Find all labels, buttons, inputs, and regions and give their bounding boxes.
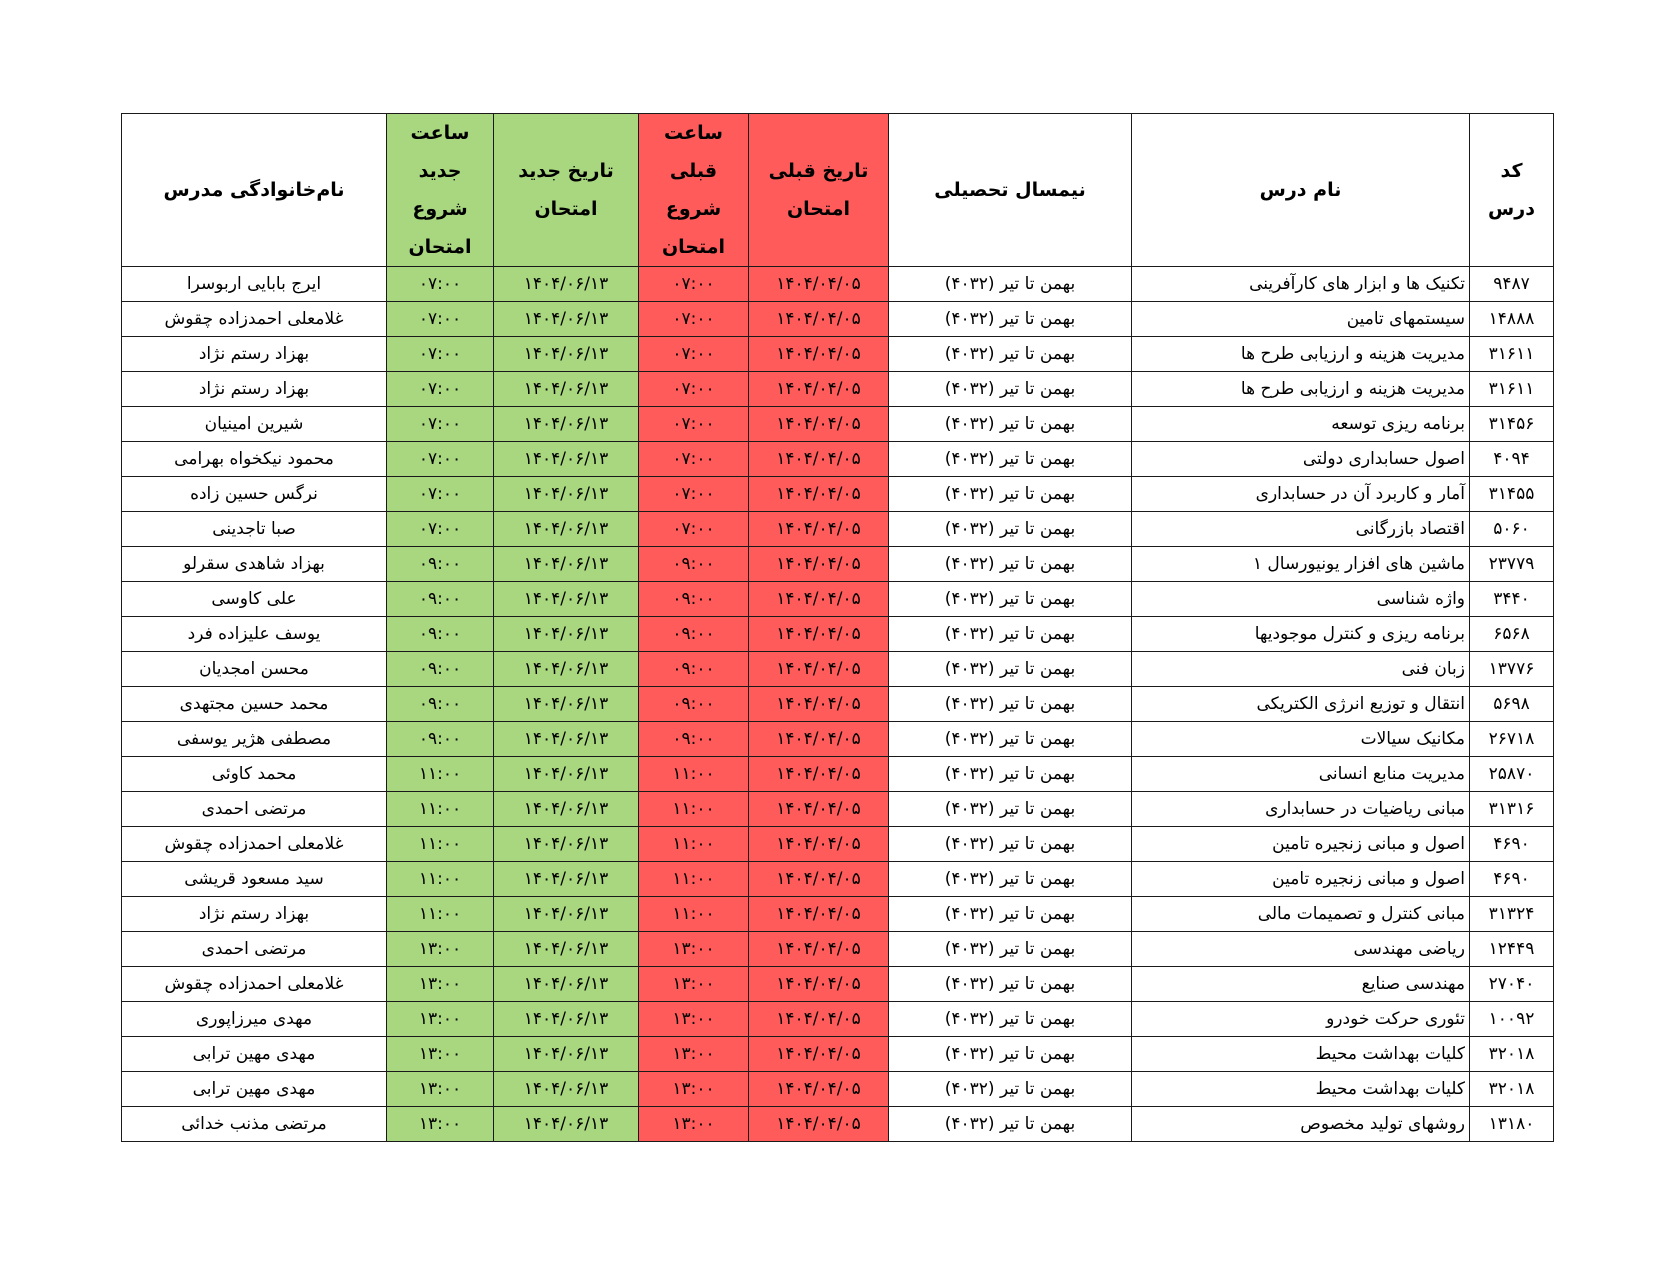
cell-new-time: ۰۷:۰۰ <box>387 407 494 442</box>
header-old-time: ساعت قبلی شروع امتحان <box>639 114 749 267</box>
table-row <box>122 757 1554 792</box>
cell-course-name: مبانی کنترل و تصمیمات مالی <box>1132 897 1470 932</box>
cell-old-time: ۱۳:۰۰ <box>639 932 749 967</box>
cell-new-date: ۱۴۰۴/۰۶/۱۳ <box>494 267 639 302</box>
cell-instructor: بهزاد رستم نژاد <box>122 897 387 932</box>
header-instructor: نام‌خانوادگی مدرس <box>122 114 387 267</box>
cell-course-name: کلیات بهداشت محیط <box>1132 1072 1470 1107</box>
cell-course-code: ۱۳۷۷۶ <box>1470 652 1554 687</box>
cell-course-code: ۳۴۴۰ <box>1470 582 1554 617</box>
cell-course-name: مکانیک سیالات <box>1132 722 1470 757</box>
cell-old-date: ۱۴۰۴/۰۴/۰۵ <box>749 1002 889 1037</box>
cell-course-name: انتقال و توزیع انرژی الکتریکی <box>1132 687 1470 722</box>
cell-course-code: ۲۶۷۱۸ <box>1470 722 1554 757</box>
cell-new-time: ۰۹:۰۰ <box>387 582 494 617</box>
cell-old-date: ۱۴۰۴/۰۴/۰۵ <box>749 1107 889 1142</box>
cell-old-time: ۰۷:۰۰ <box>639 442 749 477</box>
table-row <box>122 1072 1554 1107</box>
cell-semester: بهمن تا تیر (۴۰۳۲) <box>889 932 1132 967</box>
table-row <box>122 302 1554 337</box>
cell-course-name: اصول حسابداری دولتی <box>1132 442 1470 477</box>
cell-semester: بهمن تا تیر (۴۰۳۲) <box>889 1107 1132 1142</box>
cell-new-time: ۰۹:۰۰ <box>387 722 494 757</box>
cell-new-time: ۱۱:۰۰ <box>387 792 494 827</box>
cell-new-date: ۱۴۰۴/۰۶/۱۳ <box>494 372 639 407</box>
cell-old-time: ۰۷:۰۰ <box>639 407 749 442</box>
cell-course-name: مدیریت هزینه و ارزیابی طرح ها <box>1132 372 1470 407</box>
cell-semester: بهمن تا تیر (۴۰۳۲) <box>889 407 1132 442</box>
cell-new-date: ۱۴۰۴/۰۶/۱۳ <box>494 1037 639 1072</box>
cell-old-date: ۱۴۰۴/۰۴/۰۵ <box>749 1037 889 1072</box>
cell-new-time: ۱۳:۰۰ <box>387 932 494 967</box>
cell-instructor: محسن امجدیان <box>122 652 387 687</box>
cell-new-time: ۰۷:۰۰ <box>387 477 494 512</box>
table-body <box>122 267 1554 1142</box>
cell-semester: بهمن تا تیر (۴۰۳۲) <box>889 862 1132 897</box>
cell-instructor: مهدی میرزاپوری <box>122 1002 387 1037</box>
table-row <box>122 722 1554 757</box>
cell-instructor: علی کاوسی <box>122 582 387 617</box>
table-row <box>122 442 1554 477</box>
table-row <box>122 792 1554 827</box>
cell-new-date: ۱۴۰۴/۰۶/۱۳ <box>494 792 639 827</box>
cell-old-date: ۱۴۰۴/۰۴/۰۵ <box>749 617 889 652</box>
cell-instructor: مرتضی احمدی <box>122 932 387 967</box>
cell-course-name: ماشین های افزار یونیورسال ۱ <box>1132 547 1470 582</box>
cell-course-name: اقتصاد بازرگانی <box>1132 512 1470 547</box>
table-row <box>122 1002 1554 1037</box>
cell-semester: بهمن تا تیر (۴۰۳۲) <box>889 967 1132 1002</box>
cell-course-code: ۱۰۰۹۲ <box>1470 1002 1554 1037</box>
table-row <box>122 547 1554 582</box>
cell-old-date: ۱۴۰۴/۰۴/۰۵ <box>749 512 889 547</box>
cell-course-code: ۳۱۶۱۱ <box>1470 372 1554 407</box>
cell-course-code: ۳۱۳۲۴ <box>1470 897 1554 932</box>
cell-new-date: ۱۴۰۴/۰۶/۱۳ <box>494 1072 639 1107</box>
cell-old-date: ۱۴۰۴/۰۴/۰۵ <box>749 302 889 337</box>
cell-course-code: ۴۶۹۰ <box>1470 862 1554 897</box>
cell-new-date: ۱۴۰۴/۰۶/۱۳ <box>494 862 639 897</box>
cell-old-time: ۱۳:۰۰ <box>639 1072 749 1107</box>
cell-instructor: نرگس حسین زاده <box>122 477 387 512</box>
cell-instructor: غلامعلی احمدزاده چقوش <box>122 302 387 337</box>
cell-new-time: ۰۷:۰۰ <box>387 267 494 302</box>
cell-new-date: ۱۴۰۴/۰۶/۱۳ <box>494 1002 639 1037</box>
cell-course-name: واژه شناسی <box>1132 582 1470 617</box>
cell-new-date: ۱۴۰۴/۰۶/۱۳ <box>494 932 639 967</box>
cell-semester: بهمن تا تیر (۴۰۳۲) <box>889 477 1132 512</box>
cell-new-date: ۱۴۰۴/۰۶/۱۳ <box>494 687 639 722</box>
cell-old-date: ۱۴۰۴/۰۴/۰۵ <box>749 582 889 617</box>
cell-course-name: کلیات بهداشت محیط <box>1132 1037 1470 1072</box>
table-row <box>122 652 1554 687</box>
cell-semester: بهمن تا تیر (۴۰۳۲) <box>889 792 1132 827</box>
cell-old-date: ۱۴۰۴/۰۴/۰۵ <box>749 967 889 1002</box>
cell-instructor: بهزاد شاهدی سقرلو <box>122 547 387 582</box>
header-course-name: نام درس <box>1132 114 1470 267</box>
cell-instructor: سید مسعود قریشی <box>122 862 387 897</box>
cell-old-time: ۱۳:۰۰ <box>639 1107 749 1142</box>
table-row <box>122 617 1554 652</box>
cell-new-date: ۱۴۰۴/۰۶/۱۳ <box>494 547 639 582</box>
cell-old-date: ۱۴۰۴/۰۴/۰۵ <box>749 687 889 722</box>
cell-old-time: ۱۱:۰۰ <box>639 757 749 792</box>
cell-old-date: ۱۴۰۴/۰۴/۰۵ <box>749 442 889 477</box>
cell-course-code: ۱۲۴۴۹ <box>1470 932 1554 967</box>
table-row <box>122 827 1554 862</box>
cell-course-name: اصول و مبانی زنجیره تامین <box>1132 827 1470 862</box>
cell-new-date: ۱۴۰۴/۰۶/۱۳ <box>494 827 639 862</box>
cell-course-code: ۹۴۸۷ <box>1470 267 1554 302</box>
cell-course-name: روشهای تولید مخصوص <box>1132 1107 1470 1142</box>
cell-old-date: ۱۴۰۴/۰۴/۰۵ <box>749 652 889 687</box>
cell-course-code: ۴۶۹۰ <box>1470 827 1554 862</box>
cell-course-code: ۱۴۸۸۸ <box>1470 302 1554 337</box>
cell-new-date: ۱۴۰۴/۰۶/۱۳ <box>494 477 639 512</box>
cell-semester: بهمن تا تیر (۴۰۳۲) <box>889 1002 1132 1037</box>
cell-course-code: ۳۲۰۱۸ <box>1470 1037 1554 1072</box>
cell-new-date: ۱۴۰۴/۰۶/۱۳ <box>494 512 639 547</box>
cell-new-time: ۱۳:۰۰ <box>387 1037 494 1072</box>
cell-course-name: برنامه ریزی و کنترل موجودیها <box>1132 617 1470 652</box>
cell-old-time: ۰۷:۰۰ <box>639 477 749 512</box>
cell-old-time: ۰۷:۰۰ <box>639 372 749 407</box>
cell-instructor: مرتضی مذنب خدائی <box>122 1107 387 1142</box>
cell-new-date: ۱۴۰۴/۰۶/۱۳ <box>494 442 639 477</box>
header-semester: نیمسال تحصیلی <box>889 114 1132 267</box>
cell-old-date: ۱۴۰۴/۰۴/۰۵ <box>749 407 889 442</box>
cell-semester: بهمن تا تیر (۴۰۳۲) <box>889 722 1132 757</box>
cell-semester: بهمن تا تیر (۴۰۳۲) <box>889 687 1132 722</box>
cell-new-time: ۰۷:۰۰ <box>387 442 494 477</box>
cell-instructor: مهدی مهین ترابی <box>122 1037 387 1072</box>
cell-semester: بهمن تا تیر (۴۰۳۲) <box>889 1072 1132 1107</box>
cell-instructor: ایرج بابایی اربوسرا <box>122 267 387 302</box>
cell-old-time: ۰۹:۰۰ <box>639 687 749 722</box>
cell-old-date: ۱۴۰۴/۰۴/۰۵ <box>749 827 889 862</box>
cell-semester: بهمن تا تیر (۴۰۳۲) <box>889 582 1132 617</box>
cell-old-time: ۰۹:۰۰ <box>639 547 749 582</box>
cell-semester: بهمن تا تیر (۴۰۳۲) <box>889 617 1132 652</box>
cell-new-time: ۰۹:۰۰ <box>387 617 494 652</box>
header-new-date: تاریخ جدید امتحان <box>494 114 639 267</box>
cell-new-time: ۱۱:۰۰ <box>387 897 494 932</box>
cell-semester: بهمن تا تیر (۴۰۳۲) <box>889 827 1132 862</box>
cell-old-date: ۱۴۰۴/۰۴/۰۵ <box>749 862 889 897</box>
cell-instructor: محمد حسین مجتهدی <box>122 687 387 722</box>
cell-old-time: ۰۷:۰۰ <box>639 512 749 547</box>
cell-old-time: ۱۱:۰۰ <box>639 862 749 897</box>
cell-course-code: ۲۷۰۴۰ <box>1470 967 1554 1002</box>
cell-course-code: ۱۳۱۸۰ <box>1470 1107 1554 1142</box>
cell-course-name: زبان فنی <box>1132 652 1470 687</box>
table-row <box>122 687 1554 722</box>
cell-old-time: ۰۹:۰۰ <box>639 582 749 617</box>
cell-course-name: سیستمهای تامین <box>1132 302 1470 337</box>
cell-instructor: مهدی مهین ترابی <box>122 1072 387 1107</box>
exam-schedule-table <box>121 113 1554 1142</box>
table-row <box>122 407 1554 442</box>
cell-course-code: ۴۰۹۴ <box>1470 442 1554 477</box>
cell-instructor: غلامعلی احمدزاده چقوش <box>122 967 387 1002</box>
cell-old-time: ۱۱:۰۰ <box>639 792 749 827</box>
cell-old-date: ۱۴۰۴/۰۴/۰۵ <box>749 722 889 757</box>
cell-old-time: ۱۱:۰۰ <box>639 897 749 932</box>
table-row <box>122 967 1554 1002</box>
cell-new-time: ۱۱:۰۰ <box>387 862 494 897</box>
header-course-code: کد درس <box>1470 114 1554 267</box>
cell-new-time: ۰۷:۰۰ <box>387 302 494 337</box>
cell-course-code: ۲۳۷۷۹ <box>1470 547 1554 582</box>
cell-semester: بهمن تا تیر (۴۰۳۲) <box>889 442 1132 477</box>
header-old-date: تاریخ قبلی امتحان <box>749 114 889 267</box>
cell-new-time: ۱۳:۰۰ <box>387 967 494 1002</box>
cell-old-time: ۰۷:۰۰ <box>639 267 749 302</box>
table-header <box>122 114 1554 267</box>
cell-course-code: ۳۲۰۱۸ <box>1470 1072 1554 1107</box>
header-row <box>122 114 1554 267</box>
table-row <box>122 337 1554 372</box>
cell-semester: بهمن تا تیر (۴۰۳۲) <box>889 267 1132 302</box>
cell-old-time: ۰۷:۰۰ <box>639 302 749 337</box>
cell-new-date: ۱۴۰۴/۰۶/۱۳ <box>494 407 639 442</box>
cell-course-name: تکنیک ها و ابزار های کارآفرینی <box>1132 267 1470 302</box>
table-row <box>122 897 1554 932</box>
cell-new-time: ۰۷:۰۰ <box>387 512 494 547</box>
cell-new-time: ۰۹:۰۰ <box>387 687 494 722</box>
cell-semester: بهمن تا تیر (۴۰۳۲) <box>889 547 1132 582</box>
cell-new-time: ۱۱:۰۰ <box>387 827 494 862</box>
cell-new-time: ۱۳:۰۰ <box>387 1002 494 1037</box>
cell-old-time: ۱۱:۰۰ <box>639 827 749 862</box>
cell-course-name: مبانی ریاضیات در حسابداری <box>1132 792 1470 827</box>
cell-new-time: ۱۱:۰۰ <box>387 757 494 792</box>
cell-course-name: مدیریت هزینه و ارزیابی طرح ها <box>1132 337 1470 372</box>
cell-course-code: ۵۶۹۸ <box>1470 687 1554 722</box>
cell-new-date: ۱۴۰۴/۰۶/۱۳ <box>494 757 639 792</box>
cell-course-name: ریاضی مهندسی <box>1132 932 1470 967</box>
cell-instructor: صبا تاجدینی <box>122 512 387 547</box>
cell-old-time: ۰۷:۰۰ <box>639 337 749 372</box>
cell-course-code: ۵۰۶۰ <box>1470 512 1554 547</box>
cell-new-time: ۱۳:۰۰ <box>387 1107 494 1142</box>
cell-new-time: ۰۹:۰۰ <box>387 547 494 582</box>
cell-course-name: تئوری حرکت خودرو <box>1132 1002 1470 1037</box>
cell-course-code: ۳۱۳۱۶ <box>1470 792 1554 827</box>
cell-course-name: مهندسی صنایع <box>1132 967 1470 1002</box>
cell-old-date: ۱۴۰۴/۰۴/۰۵ <box>749 477 889 512</box>
cell-old-date: ۱۴۰۴/۰۴/۰۵ <box>749 337 889 372</box>
cell-old-time: ۰۹:۰۰ <box>639 722 749 757</box>
cell-semester: بهمن تا تیر (۴۰۳۲) <box>889 1037 1132 1072</box>
cell-semester: بهمن تا تیر (۴۰۳۲) <box>889 512 1132 547</box>
cell-semester: بهمن تا تیر (۴۰۳۲) <box>889 897 1132 932</box>
cell-instructor: مصطفی هژیر یوسفی <box>122 722 387 757</box>
cell-new-time: ۰۹:۰۰ <box>387 652 494 687</box>
cell-instructor: محمد کاوئی <box>122 757 387 792</box>
cell-old-time: ۰۹:۰۰ <box>639 617 749 652</box>
cell-course-name: مدیریت منابع انسانی <box>1132 757 1470 792</box>
cell-semester: بهمن تا تیر (۴۰۳۲) <box>889 337 1132 372</box>
cell-new-date: ۱۴۰۴/۰۶/۱۳ <box>494 967 639 1002</box>
cell-instructor: غلامعلی احمدزاده چقوش <box>122 827 387 862</box>
cell-instructor: شیرین امینیان <box>122 407 387 442</box>
cell-new-time: ۰۷:۰۰ <box>387 372 494 407</box>
cell-new-date: ۱۴۰۴/۰۶/۱۳ <box>494 617 639 652</box>
cell-old-date: ۱۴۰۴/۰۴/۰۵ <box>749 547 889 582</box>
cell-old-time: ۱۳:۰۰ <box>639 967 749 1002</box>
cell-old-date: ۱۴۰۴/۰۴/۰۵ <box>749 757 889 792</box>
cell-course-code: ۳۱۴۵۶ <box>1470 407 1554 442</box>
cell-old-date: ۱۴۰۴/۰۴/۰۵ <box>749 932 889 967</box>
cell-new-date: ۱۴۰۴/۰۶/۱۳ <box>494 337 639 372</box>
cell-new-date: ۱۴۰۴/۰۶/۱۳ <box>494 582 639 617</box>
cell-semester: بهمن تا تیر (۴۰۳۲) <box>889 757 1132 792</box>
table-row <box>122 512 1554 547</box>
table-row <box>122 582 1554 617</box>
cell-new-date: ۱۴۰۴/۰۶/۱۳ <box>494 302 639 337</box>
cell-old-time: ۰۹:۰۰ <box>639 652 749 687</box>
cell-semester: بهمن تا تیر (۴۰۳۲) <box>889 302 1132 337</box>
cell-instructor: بهزاد رستم نژاد <box>122 337 387 372</box>
cell-course-name: اصول و مبانی زنجیره تامین <box>1132 862 1470 897</box>
cell-instructor: یوسف علیزاده فرد <box>122 617 387 652</box>
cell-course-name: آمار و کاربرد آن در حسابداری <box>1132 477 1470 512</box>
table-row <box>122 477 1554 512</box>
table-row <box>122 862 1554 897</box>
cell-old-date: ۱۴۰۴/۰۴/۰۵ <box>749 792 889 827</box>
table-row <box>122 1037 1554 1072</box>
table-row <box>122 267 1554 302</box>
cell-semester: بهمن تا تیر (۴۰۳۲) <box>889 372 1132 407</box>
cell-semester: بهمن تا تیر (۴۰۳۲) <box>889 652 1132 687</box>
cell-new-date: ۱۴۰۴/۰۶/۱۳ <box>494 722 639 757</box>
cell-course-name: برنامه ریزی توسعه <box>1132 407 1470 442</box>
cell-old-time: ۱۳:۰۰ <box>639 1002 749 1037</box>
cell-new-date: ۱۴۰۴/۰۶/۱۳ <box>494 1107 639 1142</box>
header-new-time: ساعت جدید شروع امتحان <box>387 114 494 267</box>
cell-new-date: ۱۴۰۴/۰۶/۱۳ <box>494 652 639 687</box>
cell-old-date: ۱۴۰۴/۰۴/۰۵ <box>749 897 889 932</box>
table-row <box>122 1107 1554 1142</box>
cell-course-code: ۶۵۶۸ <box>1470 617 1554 652</box>
cell-course-code: ۳۱۶۱۱ <box>1470 337 1554 372</box>
cell-old-time: ۱۳:۰۰ <box>639 1037 749 1072</box>
cell-old-date: ۱۴۰۴/۰۴/۰۵ <box>749 267 889 302</box>
table-row <box>122 372 1554 407</box>
cell-new-date: ۱۴۰۴/۰۶/۱۳ <box>494 897 639 932</box>
cell-new-time: ۰۷:۰۰ <box>387 337 494 372</box>
cell-instructor: بهزاد رستم نژاد <box>122 372 387 407</box>
cell-new-time: ۱۳:۰۰ <box>387 1072 494 1107</box>
cell-old-date: ۱۴۰۴/۰۴/۰۵ <box>749 372 889 407</box>
cell-instructor: مرتضی احمدی <box>122 792 387 827</box>
cell-old-date: ۱۴۰۴/۰۴/۰۵ <box>749 1072 889 1107</box>
table-row <box>122 932 1554 967</box>
cell-course-code: ۲۵۸۷۰ <box>1470 757 1554 792</box>
cell-course-code: ۳۱۴۵۵ <box>1470 477 1554 512</box>
cell-instructor: محمود نیکخواه بهرامی <box>122 442 387 477</box>
